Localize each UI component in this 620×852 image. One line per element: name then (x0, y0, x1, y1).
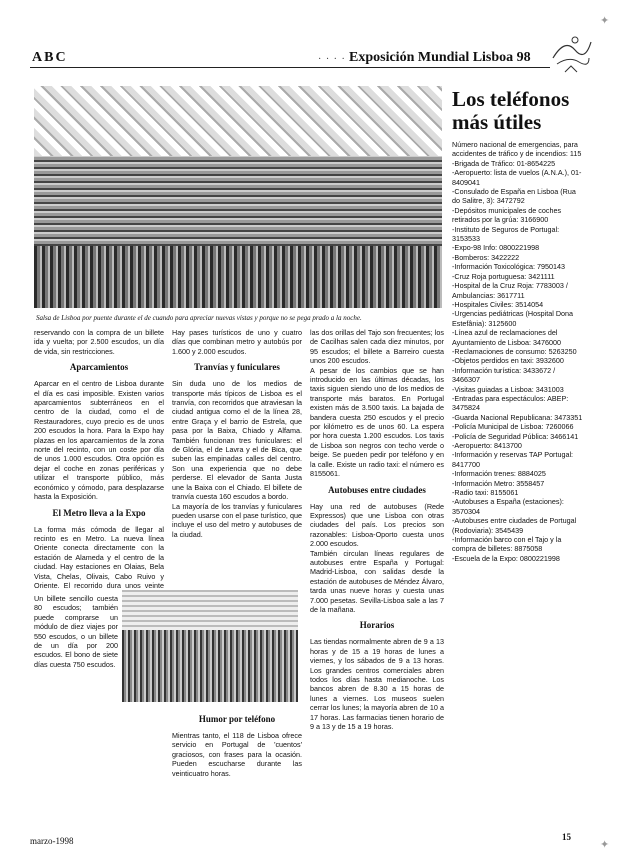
paragraph: las dos orillas del Tajo son frecuentes; los de Cacilhas salen cada diez minutos, por 95 escudos; el billete a Barreiro cuesta unos 200 escudos. (310, 328, 444, 366)
phone-item: -Hospitales Civiles: 3514054 (452, 299, 544, 309)
paragraph: Hay una red de autobuses (Rede Expressos) que une Lisboa con otras ciudades del país. Los precios son razonables: Lisboa-Oporto cuesta unos 2.000 escudos. (310, 501, 444, 549)
subheading-aparcamientos: Aparcamientos (69, 362, 129, 373)
phone-item: -Cruz Roja portuguesa: 3421111 (452, 271, 555, 281)
phone-item: -Radio taxi: 8155061 (452, 488, 519, 498)
humor-section (172, 708, 302, 830)
phone-item: Número nacional de emergencias, para accidentes de tráfico y de incendios: 115 (452, 140, 582, 159)
phone-item: -Autobuses a España (estaciones): 3570304 (452, 497, 564, 516)
phone-item: -Información barco con el Tajo y la compra de billetes: 8875058 (452, 535, 562, 554)
phone-item: -Objetos perdidos en taxi: 3932600 (452, 356, 564, 366)
main-photo-lisbon-view (34, 86, 442, 308)
metro-photo (122, 590, 298, 702)
expo-logo-icon (545, 28, 595, 78)
paragraph: La mayoría de los tranvías y funiculares pueden usarse con el pase turístico, que incluye el uso del metro y autobuses de la ciudad. (172, 501, 302, 539)
article-column-1 (34, 328, 164, 590)
phone-item: -Aeropuerto: lista de vuelos (A.N.A.), 01-8409041 (452, 168, 582, 187)
paragraph: Un billete sencillo cuesta 80 escudos; también puede comprarse un módulo de diez viajes por 550 escudos, o un billete de un día por 200 escudos. El bono de siete días cuesta 750 escudos. (34, 594, 118, 669)
phone-item: -Policía de Seguridad Pública: 3466141 (452, 431, 579, 441)
phone-item: -Hospital de la Cruz Roja: 7783003 / Ambulancias: 3617711 (452, 281, 568, 300)
subheading-horarios: Horarios (359, 620, 395, 631)
article-column-1-continued (34, 594, 118, 830)
paragraph: Mientras tanto, el 118 de Lisboa ofrece servicio en Portugal de 'cuentos' graciosos, con frases para la ocasión. Pueden escucharse durante las veinticuatro horas. (172, 731, 302, 778)
paragraph: Aparcar en el centro de Lisboa durante el día es casi imposible. Existen varios aparcamientos subterráneos en el centro de la ciudad, como el de Restauradores, cuyo precio es de unos 200 escudos la hora. Para la Expo hay plazas en los aparcamientos de la zona norte del recinto, con un coste por día de unos 1.000 escudos. Otra opción es dejar el coche en zonas periféricas y utilizar el transporte público, más económico y cómodo, para desplazarse hasta la Exposición. (34, 379, 164, 502)
phone-item: -Entradas para espectáculos: ABEP: 3475824 (452, 393, 569, 413)
paragraph: Hay pases turísticos de uno y cuatro días que combinan metro y autobús por 1.600 y 2.000 escudos. (172, 328, 302, 356)
paragraph: La forma más cómoda de llegar al recinto es en Metro. La nueva línea Oriente conecta directamente con la estación de Alameda y el centro de la ciudad. Hay estaciones en Olaias, Bela Vista, Chelas, Olivais, Cabo Ruivo y Oriente. El recorrido dura unos veinte (34, 524, 164, 590)
header-rule (30, 67, 550, 68)
header-dots: · · · · (318, 54, 346, 65)
phone-item: -Información trenes: 8884025 (452, 469, 546, 479)
section-title: Exposición Mundial Lisboa 98 (349, 50, 531, 65)
phone-list (452, 140, 584, 563)
phone-item: -Urgencias pediátricas (Hospital Dona Estefânia): 3125600 (452, 309, 574, 328)
phone-item: -Consulado de España en Lisboa (Rua do Salitre, 3): 3472792 (452, 187, 576, 206)
phone-item: -Información Toxicológica: 7950143 (452, 262, 565, 272)
phone-item: -Información y reservas TAP Portugal: 8417700 (452, 450, 574, 469)
photo-caption: Salsa de Lisboa por puente durante el de cuando para apreciar nuevas vistas y porque no se pega prado a la noche. (36, 314, 362, 322)
registration-mark-icon: ✦ (600, 839, 610, 851)
phone-item: -Expo-98 Info: 0800221998 (452, 243, 540, 253)
paragraph: Las tiendas normalmente abren de 9 a 13 horas y de 15 a 19 horas de lunes a viernes, y los sábados de 9 a 13 horas. Los grandes centros comerciales abren todos los días hasta medianoche. Los bancos abren de 8.30 a 15 horas de lunes a viernes. Los museos suelen cerrar los lunes; la mayoría abren de 10 a 17 horas. Las farmacias tienen horario de 9 a 13 y de 15 a 19 horas. (310, 637, 444, 732)
paragraph: A pesar de los cambios que se han introducido en las últimas décadas, los taxis siguen siendo uno de los medios de transporte más baratos. En Portugal existen más de 3.500 taxis. La bajada de bandera cuesta 250 escudos y el precio por kilómetro es de unos 60. La espera por hora cuesta 1.200 escudos. Los taxis de Lisboa son negros con techo verde o beige. Se pueden pedir por teléfono y en la calle. Existe un radio taxi: el número es 8155061. (310, 365, 444, 479)
phone-item: -Guarda Nacional Republicana: 3473351 (452, 412, 583, 422)
registration-mark-icon: ✦ (600, 15, 610, 27)
page-number: 15 (562, 832, 571, 842)
phone-item: -Bomberos: 3422222 (452, 252, 520, 262)
phone-item: -Línea azul de reclamaciones del Ayuntamiento de Lisboa: 3476000 (452, 328, 561, 347)
subheading-tranvias: Tranvías y funiculares (194, 362, 280, 373)
subheading-autobuses: Autobuses entre ciudades (328, 484, 426, 495)
phone-item: -Policía Municipal de Lisboa: 7260066 (452, 422, 574, 432)
phone-item: -Aeropuerto: 8413700 (452, 441, 522, 450)
newspaper-name: ABC (32, 50, 68, 65)
phone-item: -Autobuses entre ciudades de Portugal (Rodoviaria): 3545439 (452, 516, 577, 535)
article-column-3 (310, 328, 444, 830)
phone-item: -Información turística: 3433672 / 3466307 (452, 365, 556, 385)
phone-item: -Depósitos municipales de coches retirados por la grúa: 3166900 (452, 205, 562, 225)
phone-item: -Información Metro: 3558457 (452, 478, 545, 488)
issue-date: marzo-1998 (30, 836, 74, 846)
subheading-humor: Humor por teléfono (198, 714, 276, 724)
subheading-metro: El Metro lleva a la Expo (52, 507, 146, 518)
phone-item: -Reclamaciones de consumo: 5263250 (452, 346, 577, 356)
paragraph: Sin duda uno de los medios de transporte más típicos de Lisboa es el tranvía, con recorridos que atraviesan la ciudad antigua como el de la línea 28, entre Graça y el barrio de Estrela, que pasa por la Baixa, Chiado y Alfama. También funcionan tres funiculares: el de Glória, el de Lavra y el de Bica, que suben las empinadas calles del centro. Son una experiencia que no debe perderse. El elevador de Santa Justa une la Baixa con el Chiado. El billete de tranvía cuesta 160 escudos a bordo. (172, 379, 302, 502)
paragraph: También circulan líneas regulares de autobuses entre España y Portugal: Madrid-Lisboa, con salidas desde la estación de autobuses de Méndez Álvaro, tarda unas nueve horas y cuesta unas 7.000 pesetas. Sevilla-Lisboa sale a las 7 de la mañana. (310, 548, 444, 614)
phone-item: -Escuela de la Expo: 0800221998 (452, 553, 560, 563)
article-column-2 (172, 328, 302, 586)
paragraph: reservando con la compra de un billete ida y vuelta; por 2.500 escudos, un día de vida, sin restricciones. (34, 328, 164, 356)
phone-item: -Brigada de Tráfico: 01-8654225 (452, 158, 556, 168)
phone-item: -Instituto de Seguros de Portugal: 3153533 (452, 224, 560, 244)
phone-item: -Visitas guiadas a Lisboa: 3431003 (452, 384, 564, 394)
sidebar-title: Los teléfonos más útiles (452, 87, 570, 134)
